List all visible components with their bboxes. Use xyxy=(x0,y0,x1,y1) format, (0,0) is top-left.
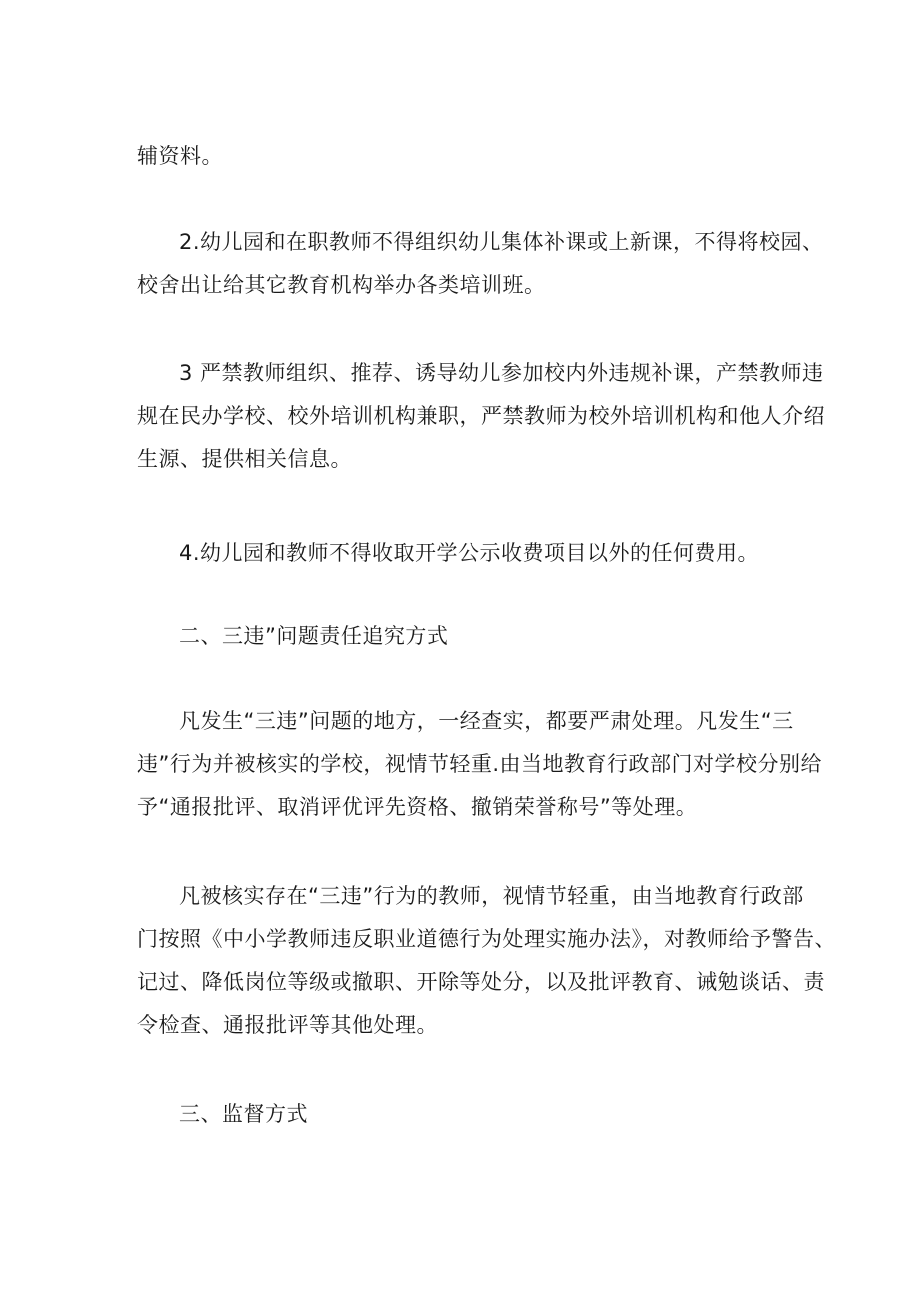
paragraph-line: 2.幼儿园和在职教师不得组织幼儿集体补课或上新课，不得将校园、 xyxy=(179,230,824,254)
paragraph-line: 4.幼儿园和教师不得收取开学公示收费项目以外的任何费用。 xyxy=(179,541,760,565)
teacher-penalty-paragraph xyxy=(137,875,836,1047)
paragraph-line: 凡发生“三违”问题的地方，一经查实，都要严肃处理。凡发生“三 xyxy=(179,709,794,733)
section-2-heading xyxy=(137,615,797,658)
paragraph-line: 违”行为并被核实的学校，视情节轻重.由当地教育行政部门对学校分别给 xyxy=(137,752,823,776)
paragraph-line: 校舍出让给其它教育机构举办各类培训班。 xyxy=(137,273,546,297)
paragraph-line: 令检查、通报批评等其他处理。 xyxy=(137,1013,438,1037)
item-4-paragraph xyxy=(137,532,797,575)
paragraph-line: 凡被核实存在“三违”行为的教师，视情节轻重，由当地教育行政部 xyxy=(179,884,804,908)
paragraph-line: 门按照《中小学教师违反职业道德行为处理实施办法》，对教师给予警告、 xyxy=(137,927,836,951)
heading-line: 三、监督方式 xyxy=(179,1102,308,1126)
school-penalty-paragraph xyxy=(137,700,823,829)
paragraph-line: 记过、降低岗位等级或撤职、开除等处分，以及批评教育、诫勉谈话、责 xyxy=(137,970,825,994)
paragraph-line: 生源、提供相关信息。 xyxy=(137,447,352,471)
item-2-paragraph xyxy=(137,221,824,307)
item-3-paragraph xyxy=(137,352,825,481)
paragraph-line: 辅资料。 xyxy=(137,144,223,168)
paragraph-line: 3 严禁教师组织、推荐、诱导幼儿参加校内外违规补课，产禁教师违 xyxy=(179,361,824,385)
continuation-paragraph xyxy=(137,135,797,178)
paragraph-line: 予“通报批评、取消评优评先资格、撤销荣誉称号”等处理。 xyxy=(137,795,698,819)
heading-line: 二、三违”问题责任追究方式 xyxy=(179,624,449,648)
paragraph-line: 规在民办学校、校外培训机构兼职，严禁教师为校外培训机构和他人介绍 xyxy=(137,404,825,428)
section-3-heading xyxy=(137,1093,797,1136)
